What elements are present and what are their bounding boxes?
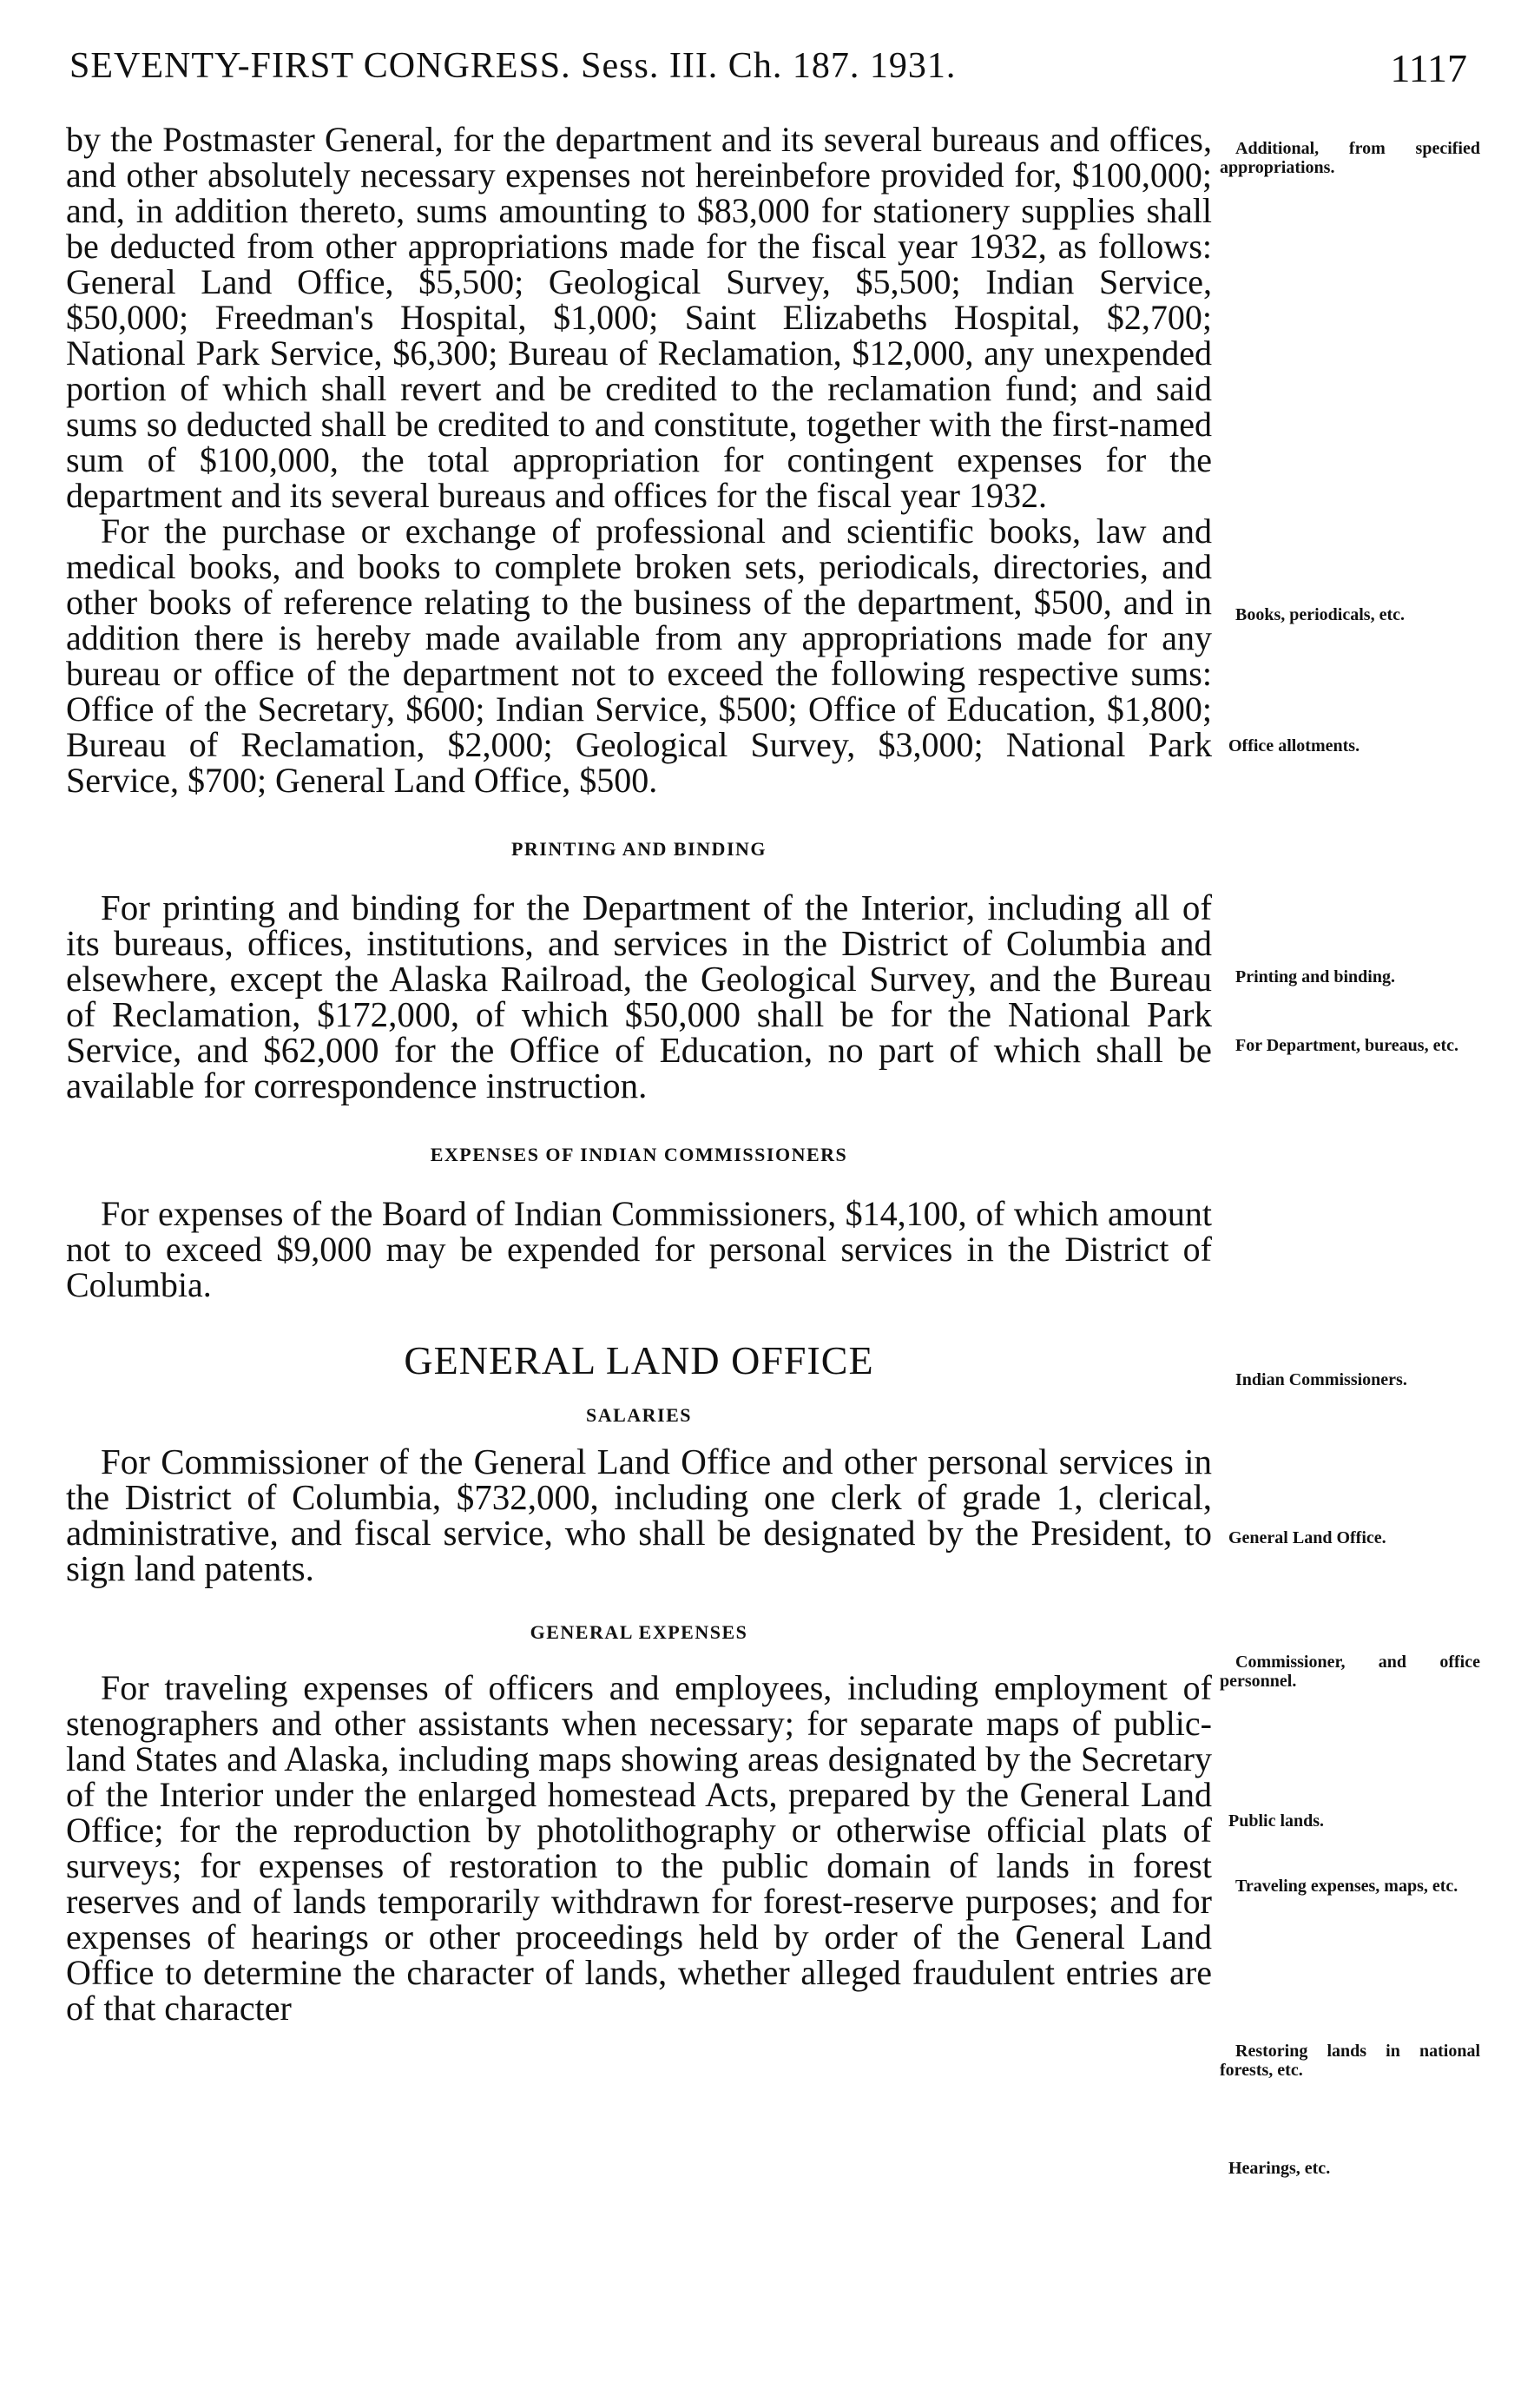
margin-note-additional: Additional, from specified appropriations. xyxy=(1220,139,1480,177)
heading-indian-commissioners: EXPENSES OF INDIAN COMMISSIONERS xyxy=(430,1144,848,1165)
page-number: 1117 xyxy=(1390,46,1467,90)
margin-note-for-department: For Department, bureaus, etc. xyxy=(1235,1036,1458,1055)
margin-note-public-lands: Public lands. xyxy=(1228,1811,1325,1831)
margin-note-indian-commissioners: Indian Commissioners. xyxy=(1235,1370,1407,1389)
main-text-column xyxy=(66,122,1212,2026)
heading-general-expenses: GENERAL EXPENSES xyxy=(530,1621,748,1643)
margin-note-books: Books, periodicals, etc. xyxy=(1235,605,1405,624)
paragraph-books: For the purchase or exchange of professional and scientific books, law and medical books, and books to complete broken sets, periodicals, directories, and other books of reference relating to the business of the department, $500, and in addition there is hereby made available from any appropriations made for any bureau or office of the department not to exceed the following respective sums: Office of the Secretary, $600; Indian Service, $500; Office of Education, $1,800; Bureau of Reclamation, $2,000; Geological Survey, $3,000; National Park Service, $700; General Land Office, $500. xyxy=(66,511,1212,800)
heading-printing-and-binding: PRINTING AND BINDING xyxy=(510,838,767,860)
running-title: SEVENTY-FIRST CONGRESS. Sess. III. Ch. 187. 1931. xyxy=(69,46,957,86)
heading-general-land-office: GENERAL LAND OFFICE xyxy=(404,1338,874,1382)
margin-note-general-land-office: General Land Office. xyxy=(1228,1528,1386,1547)
margin-note-office-allotments: Office allotments. xyxy=(1228,736,1360,755)
paragraph-indian-commissioners: For expenses of the Board of Indian Commissioners, $14,100, of which amount not to exceed $9,000 may be expended for personal services in the District of Columbia. xyxy=(66,1194,1212,1304)
margin-note-hearings: Hearings, etc. xyxy=(1228,2159,1331,2178)
margin-note-traveling: Traveling expenses, maps, etc. xyxy=(1235,1877,1458,1896)
margin-note-printing: Printing and binding. xyxy=(1235,967,1395,986)
margin-note-commissioner: Commissioner, and office personnel. xyxy=(1220,1653,1480,1691)
paragraph-commissioner: For Commissioner of the General Land Office and other personal services in the District of Columbia, $732,000, including one clerk of grade 1, clerical, administrative, and fiscal service, who shall be designated by the President, to sign land patents. xyxy=(66,1442,1212,1588)
margin-note-restoring: Restoring lands in national forests, etc. xyxy=(1220,2042,1480,2080)
margin-notes xyxy=(1220,0,1480,2408)
heading-salaries: SALARIES xyxy=(585,1404,693,1426)
paragraph-traveling-expenses: For traveling expenses of officers and employees, including employment of stenographers and other assistants when necessary; for separate maps of public-land States and Alaska, including maps showing areas designated by the Secretary of the Interior under the enlarged homestead Acts, prepared by the General Land Office; for the reproduction by photolithography or otherwise official plats of surveys; for expenses of restoration to the public domain of lands in forest reserves and of lands temporarily withdrawn for forest-reserve purposes; and for expenses of hearings or other proceedings held by order of the General Land Office to determine the character of lands, whether alleged fraudulent entries are of that character xyxy=(66,1668,1212,2028)
paragraph-printing: For printing and binding for the Department of the Interior, including all of its bureaus, offices, institutions, and services in the District of Columbia and elsewhere, except the Alaska Railroad, the Geological Survey, and the Bureau of Reclamation, $172,000, of which $50,000 shall be for the National Park Service, and $62,000 for the Office of Education, no part of which shall be available for correspondence instruction. xyxy=(66,887,1212,1105)
paragraph-contingent-expenses: by the Postmaster General, for the department and its several bureaus and offices, and other absolutely necessary expenses not hereinbefore provided for, $100,000; and, in addition thereto, sums amounting to $83,000 for stationery supplies shall be deducted from other appropriations made for the fiscal year 1932, as follows: General Land Office, $5,500; Geological Survey, $5,500; Indian Service, $50,000; Freedman's Hospital, $1,000; Saint Elizabeths Hospital, $2,700; National Park Service, $6,300; Bureau of Reclamation, $12,000, any unexpended portion of which shall revert and be credited to the reclamation fund; and said sums so deducted shall be credited to and constitute, together with the first-named sum of $100,000, the total appropriation for contingent expenses for the department and its several bureaus and offices for the fiscal year 1932. xyxy=(66,120,1212,515)
